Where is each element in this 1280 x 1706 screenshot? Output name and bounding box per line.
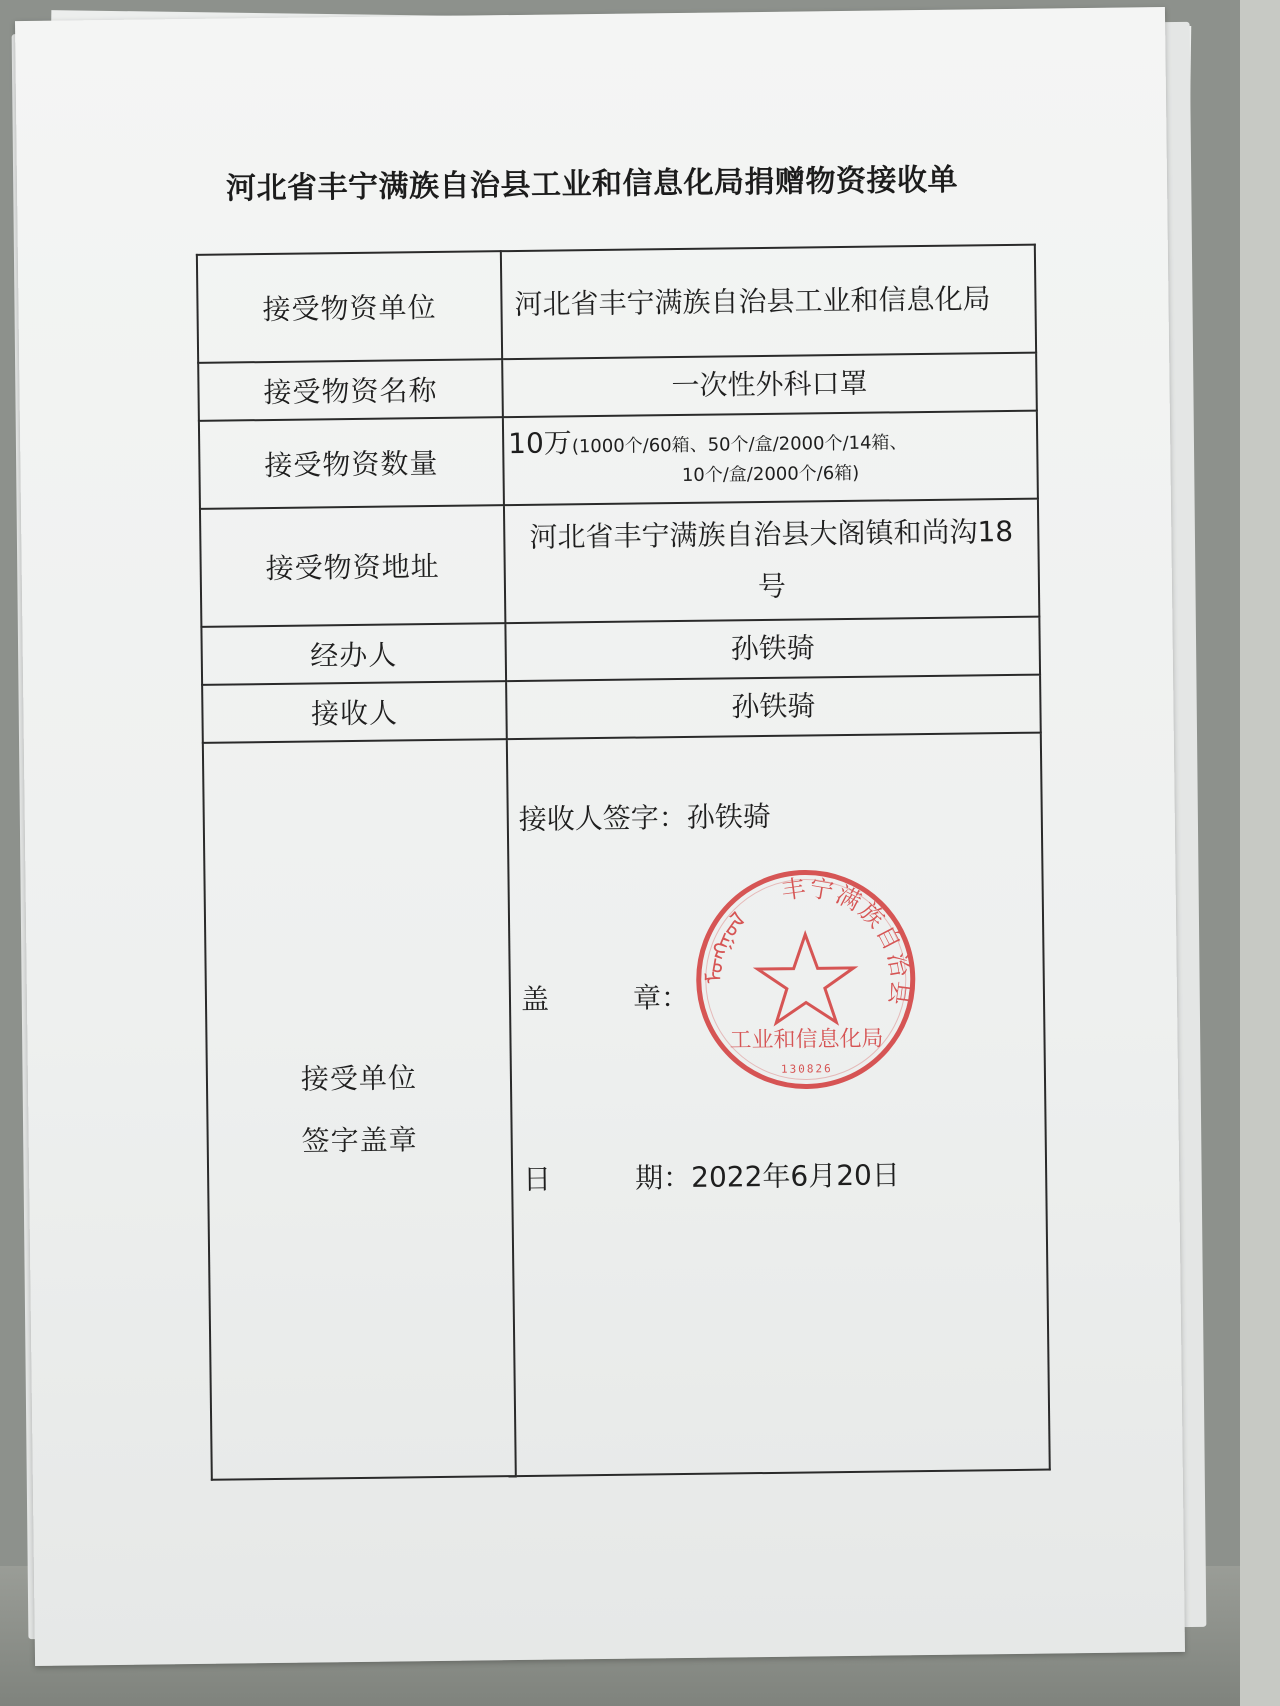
table-row <box>202 675 1041 743</box>
table-row <box>199 411 1038 509</box>
receiver-signature: 接收人签字：孙铁骑 <box>518 799 771 836</box>
signature-label <box>203 739 516 1480</box>
receipt-table <box>196 244 1051 1481</box>
document-title: 河北省丰宁满族自治县工业和信息化局捐赠物资接收单 <box>225 162 959 207</box>
seal-label: 盖 章： <box>520 980 690 1016</box>
quantity-detail-2: 10个/盒/2000个/6箱) <box>681 462 860 486</box>
signature-label-line-2: 签字盖章 <box>301 1122 418 1158</box>
row-label: 接受物资单位 <box>197 251 502 363</box>
official-seal <box>689 863 922 1096</box>
seal-code: 130826 <box>780 1062 833 1076</box>
row-label: 经办人 <box>201 623 506 685</box>
date-line <box>523 1153 900 1198</box>
background-right <box>1240 0 1280 1706</box>
seal-star-icon <box>757 934 854 1023</box>
document-page <box>15 7 1185 1666</box>
quantity-detail-1: (1000个/60箱、50个/盒/2000个/14箱、 <box>571 432 908 458</box>
row-value-quantity <box>503 411 1038 506</box>
quantity-main: 10万 <box>507 426 573 461</box>
date-value: 2022年6月20日 <box>690 1158 901 1194</box>
table-row <box>201 617 1040 685</box>
row-label: 接受物资数量 <box>199 417 504 509</box>
seal-text-top: 丰宁满族自治县 <box>779 873 915 1009</box>
row-value: 河北省丰宁满族自治县工业和信息化局 <box>501 245 1036 360</box>
row-label: 接收人 <box>202 681 507 743</box>
seal-text-mongolian: ᠮᠣᠩᠭᠣᠯ <box>702 908 752 985</box>
row-value: 孙铁骑 <box>506 675 1041 740</box>
row-value: 河北省丰宁满族自治县大阁镇和尚沟18号 <box>504 499 1039 624</box>
row-value: 一次性外科口罩 <box>502 353 1037 418</box>
date-label: 日 期： <box>522 1160 692 1196</box>
row-label: 接受物资地址 <box>200 505 505 627</box>
table-row <box>200 499 1039 627</box>
table-row <box>198 353 1037 421</box>
row-value: 孙铁骑 <box>505 617 1040 682</box>
signature-row <box>203 733 1050 1480</box>
row-label: 接受物资名称 <box>198 359 503 421</box>
seal-text-bottom: 工业和信息化局 <box>729 1026 884 1054</box>
signature-cell <box>507 733 1050 1476</box>
table-row <box>197 245 1036 363</box>
signature-label-line-1: 接受单位 <box>300 1060 418 1096</box>
